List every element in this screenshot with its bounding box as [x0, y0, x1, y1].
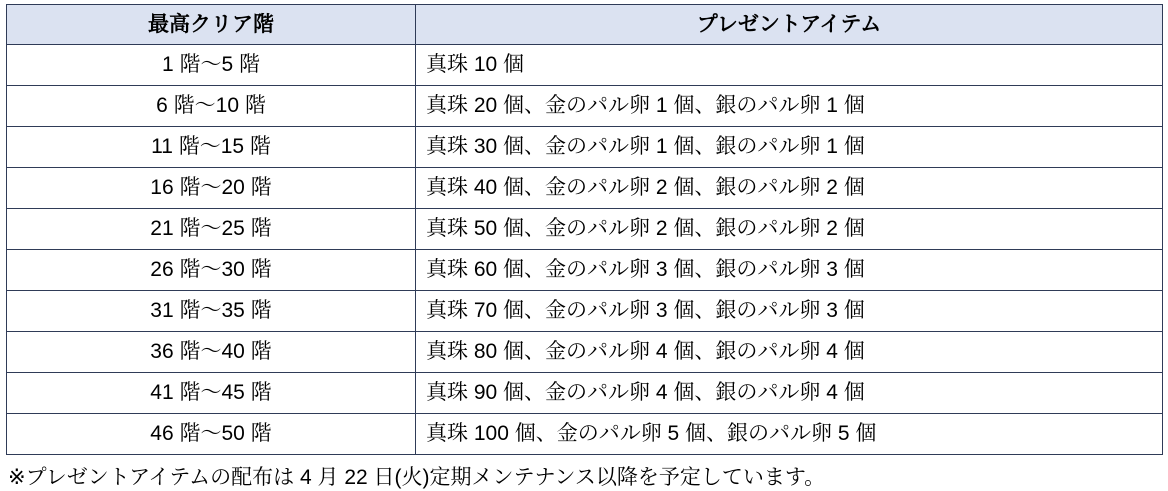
cell-item: 真珠 30 個、金のパル卵 1 個、銀のパル卵 1 個: [416, 127, 1163, 168]
column-header-floor: 最高クリア階: [7, 5, 416, 45]
table-row: [7, 86, 1163, 127]
cell-floor: 41 階～45 階: [7, 373, 416, 414]
cell-item: 真珠 10 個: [416, 45, 1163, 86]
column-header-item: プレゼントアイテム: [416, 5, 1163, 45]
table-row: [7, 414, 1163, 455]
table-row: [7, 291, 1163, 332]
cell-item: 真珠 20 個、金のパル卵 1 個、銀のパル卵 1 個: [416, 86, 1163, 127]
cell-floor: 6 階～10 階: [7, 86, 416, 127]
reward-table: [6, 4, 1163, 455]
cell-floor: 26 階～30 階: [7, 250, 416, 291]
table-row: [7, 127, 1163, 168]
cell-floor: 21 階～25 階: [7, 209, 416, 250]
table-row: [7, 168, 1163, 209]
table-header-row: [7, 5, 1163, 45]
table-header: [7, 5, 1163, 45]
cell-item: 真珠 50 個、金のパル卵 2 個、銀のパル卵 2 個: [416, 209, 1163, 250]
cell-item: 真珠 80 個、金のパル卵 4 個、銀のパル卵 4 個: [416, 332, 1163, 373]
cell-floor: 36 階～40 階: [7, 332, 416, 373]
cell-item: 真珠 100 個、金のパル卵 5 個、銀のパル卵 5 個: [416, 414, 1163, 455]
table-row: [7, 373, 1163, 414]
footnote: ※プレゼントアイテムの配布は 4 月 22 日(火)定期メンテナンス以降を予定しています。: [8, 466, 826, 489]
table-row: [7, 250, 1163, 291]
cell-floor: 1 階～5 階: [7, 45, 416, 86]
cell-item: 真珠 70 個、金のパル卵 3 個、銀のパル卵 3 個: [416, 291, 1163, 332]
cell-floor: 31 階～35 階: [7, 291, 416, 332]
cell-item: 真珠 40 個、金のパル卵 2 個、銀のパル卵 2 個: [416, 168, 1163, 209]
table-row: [7, 209, 1163, 250]
cell-floor: 16 階～20 階: [7, 168, 416, 209]
table-row: [7, 45, 1163, 86]
cell-floor: 46 階～50 階: [7, 414, 416, 455]
cell-item: 真珠 60 個、金のパル卵 3 個、銀のパル卵 3 個: [416, 250, 1163, 291]
cell-item: 真珠 90 個、金のパル卵 4 個、銀のパル卵 4 個: [416, 373, 1163, 414]
cell-floor: 11 階～15 階: [7, 127, 416, 168]
table-row: [7, 332, 1163, 373]
table-body: [7, 45, 1163, 455]
